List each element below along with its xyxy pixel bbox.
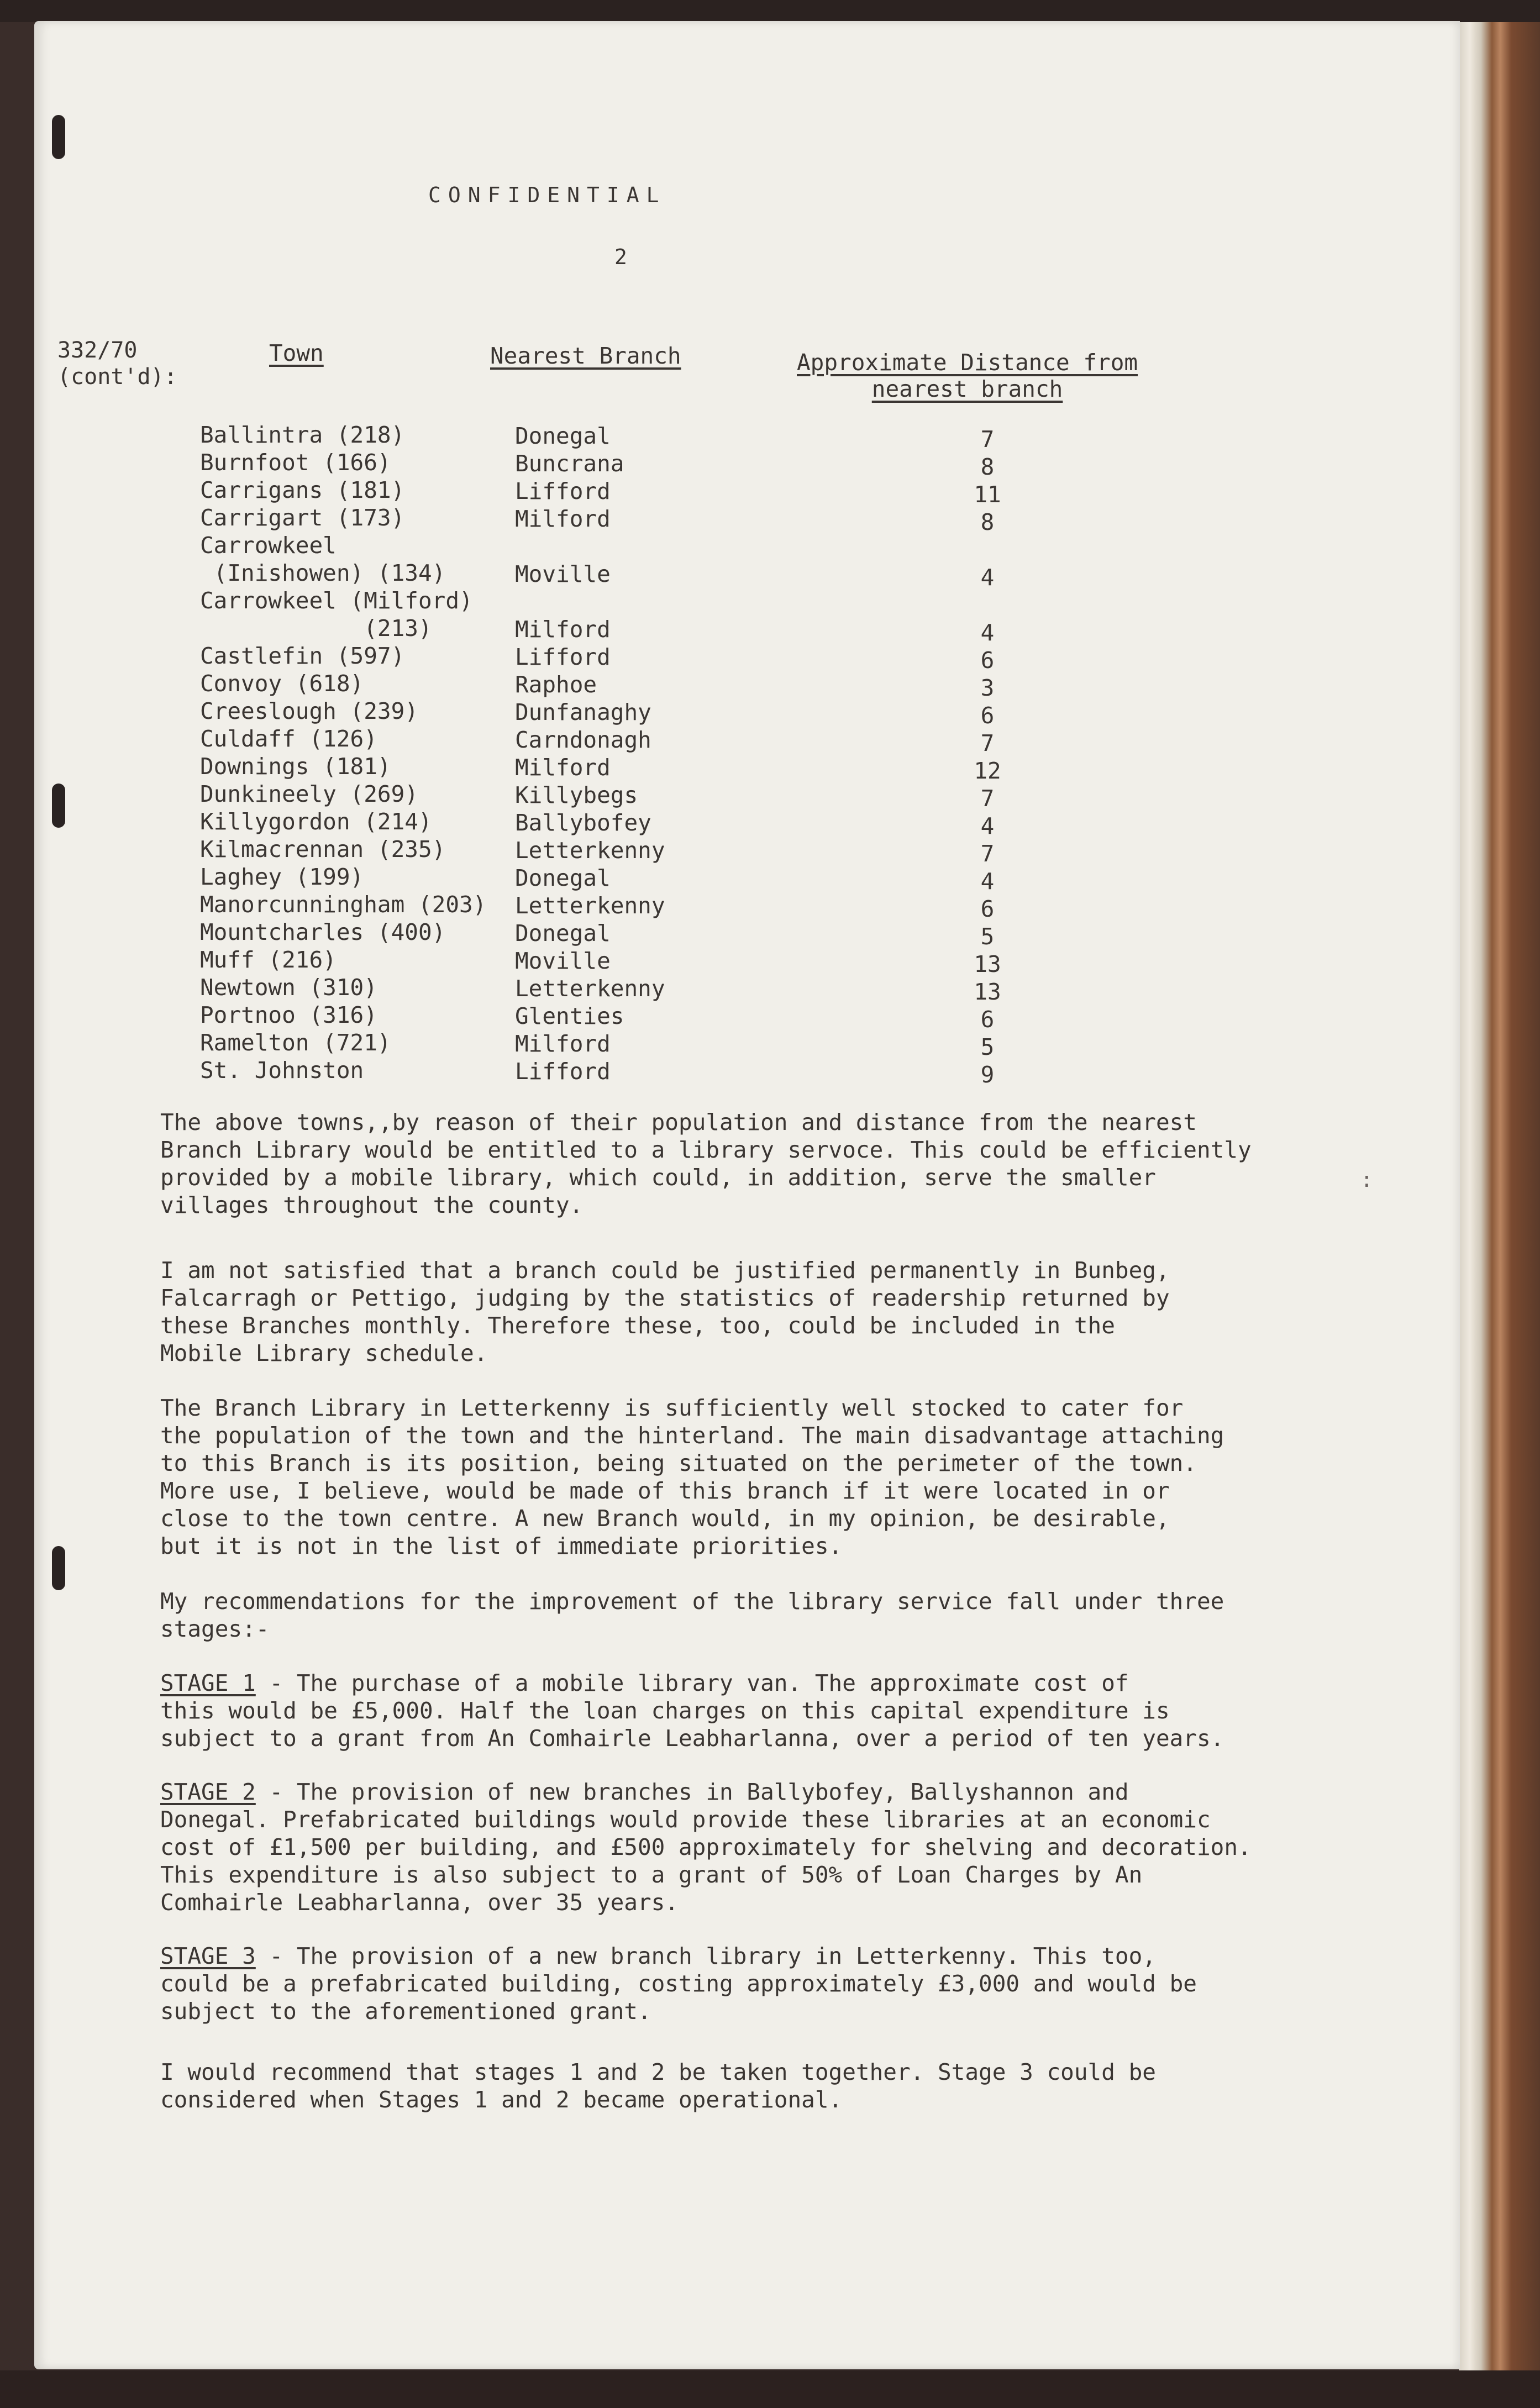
town-cell: Killygordon (214) <box>200 808 432 835</box>
scan-bottom-edge <box>0 2370 1540 2408</box>
scan-top-edge <box>0 0 1540 22</box>
paragraph-final-recommendation: I would recommend that stages 1 and 2 be taken together. Stage 3 could be considered when Stages 1 and 2 became operational. <box>160 2059 1156 2113</box>
stage-1-text: - The purchase of a mobile library van. The approximate cost of this would be £5,000. Half the loan charges on this capital expenditure is subject to a grant from An Comhairle Leabharlanna, over a period of ten years. <box>160 1670 1224 1752</box>
table-row <box>200 670 1029 701</box>
table-row <box>200 1056 1029 1088</box>
table-row <box>200 808 1029 839</box>
table-row <box>200 974 1029 1005</box>
distance-cell: 8 <box>980 454 995 480</box>
distance-cell: 7 <box>980 730 995 756</box>
table-row <box>200 697 1029 729</box>
town-cell: Burnfoot (166) <box>200 449 391 476</box>
branch-cell: Donegal <box>515 920 611 947</box>
branch-cell: Donegal <box>515 865 611 891</box>
town-cell: Manorcunningham (203) <box>200 891 487 918</box>
paragraph-letterkenny: The Branch Library in Letterkenny is sufficiently well stocked to cater for the population of the town and the hinterland. The main disadvantage attaching to this Branch is its position, being situated on the perimeter of the town. More use, I believe, would be made of this branch if it were located in or close to the town centre. A new Branch would, in my opinion, be desirable, but it is not in the list of immediate priorities. <box>160 1395 1224 1559</box>
distance-cell: 12 <box>974 758 1001 784</box>
town-cell: Laghey (199) <box>200 864 364 890</box>
table-row <box>200 559 1029 591</box>
distance-cell: 4 <box>980 619 995 646</box>
paragraph-stage-3 <box>160 1942 1348 2025</box>
town-cell: (213) <box>200 615 432 642</box>
binding-hole <box>52 784 65 828</box>
branch-cell: Buncrana <box>515 450 624 477</box>
town-cell: Carrowkeel (Milford) <box>200 587 473 614</box>
town-cell: Portnoo (316) <box>200 1002 377 1028</box>
table-row <box>200 587 1029 614</box>
distance-cell: 6 <box>980 896 995 922</box>
table-row <box>200 780 1029 812</box>
town-cell: St. Johnston <box>200 1057 364 1084</box>
distance-cell: 5 <box>980 923 995 950</box>
distance-cell: 6 <box>980 702 995 729</box>
town-cell: Creeslough (239) <box>200 698 418 724</box>
table-row <box>200 504 1029 535</box>
column-header-branch-label: Nearest Branch <box>490 343 681 369</box>
branch-cell: Letterkenny <box>515 975 665 1002</box>
branch-cell: Raphoe <box>515 671 597 698</box>
table-row <box>200 835 1029 867</box>
paragraph-stage-1 <box>160 1669 1348 1752</box>
file-ref-contd: (cont'd): <box>57 364 177 390</box>
branch-cell: Donegal <box>515 423 611 449</box>
column-header-branch <box>490 343 681 369</box>
table-row <box>200 1001 1029 1033</box>
distance-cell: 4 <box>980 868 995 895</box>
table-row <box>200 946 1029 977</box>
branch-cell: Dunfanaghy <box>515 699 651 725</box>
table-row <box>200 614 1029 646</box>
branch-cell: Lifford <box>515 478 611 504</box>
table-row <box>200 891 1029 922</box>
branch-cell: Milford <box>515 754 611 781</box>
table-row <box>200 642 1029 674</box>
town-cell: (Inishowen) (134) <box>200 560 446 586</box>
column-header-town <box>269 340 324 366</box>
town-cell: Ballintra (218) <box>200 422 405 448</box>
distance-cell: 7 <box>980 426 995 453</box>
book-spine-edge <box>1459 22 1540 2370</box>
distance-cell: 6 <box>980 647 995 674</box>
town-cell: Carrigart (173) <box>200 504 405 531</box>
distance-cell: 13 <box>974 979 1001 1005</box>
table-row <box>200 918 1029 950</box>
branch-cell: Moville <box>515 948 611 974</box>
branch-cell: Lifford <box>515 1058 611 1085</box>
town-cell: Downings (181) <box>200 753 391 780</box>
distance-cell: 7 <box>980 840 995 867</box>
branch-cell: Glenties <box>515 1003 624 1029</box>
town-cell: Muff (216) <box>200 947 337 973</box>
branch-cell: Milford <box>515 616 611 643</box>
margin-mark: : <box>1360 1168 1373 1192</box>
distance-cell: 3 <box>980 675 995 701</box>
branch-cell: Moville <box>515 561 611 587</box>
town-cell: Dunkineely (269) <box>200 781 418 807</box>
branch-cell: Letterkenny <box>515 892 665 919</box>
stage-2-text: - The provision of new branches in Ballybofey, Ballyshannon and Donegal. Prefabricated buildings would provide these libraries at an economic cost of £1,500 per building, and £500 approximately for shelving and decoration. This expenditure is also subject to a grant of 50% of Loan Charges by An Comhairle Leabharlanna, over 35 years. <box>160 1779 1252 1916</box>
distance-cell: 4 <box>980 813 995 839</box>
column-header-distance-line1: Approximate Distance from <box>797 349 1138 376</box>
table-row <box>200 863 1029 895</box>
page-number: 2 <box>614 245 627 269</box>
branch-cell: Carndonagh <box>515 727 651 753</box>
table-row <box>200 449 1029 480</box>
paragraph-mobile-library: The above towns,,by reason of their population and distance from the nearest Branch Library would be entitled to a library servoce. This could be efficiently provided by a mobile library, which could, in addition, serve the smaller villages throughout the county. <box>160 1109 1252 1218</box>
branch-cell: Killybegs <box>515 782 638 808</box>
table-row <box>200 725 1029 756</box>
distance-cell: 11 <box>974 481 1001 508</box>
confidential-heading: CONFIDENTIAL <box>428 183 666 207</box>
town-cell: Kilmacrennan (235) <box>200 836 446 863</box>
distance-cell: 9 <box>980 1061 995 1088</box>
distance-cell: 5 <box>980 1034 995 1060</box>
document-page <box>34 21 1460 2369</box>
column-header-distance-line2: nearest branch <box>871 376 1063 402</box>
stage-2-label: STAGE 2 <box>160 1779 256 1805</box>
paragraph-stage-2 <box>160 1778 1348 1916</box>
file-ref-number: 332/70 <box>57 338 138 363</box>
distance-cell: 6 <box>980 1006 995 1033</box>
town-cell: Ramelton (721) <box>200 1029 391 1056</box>
town-cell: Convoy (618) <box>200 670 364 697</box>
distance-cell: 7 <box>980 785 995 812</box>
town-cell: Mountcharles (400) <box>200 919 446 945</box>
table-row <box>200 753 1029 784</box>
column-header-distance <box>797 349 1138 402</box>
distance-cell: 4 <box>980 564 995 591</box>
distance-cell: 13 <box>974 951 1001 977</box>
file-reference <box>57 337 177 390</box>
branch-cell: Milford <box>515 506 611 532</box>
branch-cell: Lifford <box>515 644 611 670</box>
paragraph-branches: I am not satisfied that a branch could be justified permanently in Bunbeg, Falcarragh or Pettigo, judging by the statistics of readership returned by these Branches monthly. Therefore these, too, could be included in the Mobile Library schedule. <box>160 1257 1170 1366</box>
stage-3-label: STAGE 3 <box>160 1943 256 1969</box>
table-row <box>200 532 1029 559</box>
branch-cell: Letterkenny <box>515 837 665 864</box>
branch-cell: Milford <box>515 1031 611 1057</box>
town-cell: Culdaff (126) <box>200 725 377 752</box>
town-cell: Castlefin (597) <box>200 643 405 669</box>
town-cell: Carrigans (181) <box>200 477 405 503</box>
table-row <box>200 476 1029 508</box>
paragraph-recommendations: My recommendations for the improvement of the library service fall under three stages:- <box>160 1588 1224 1642</box>
towns-table <box>200 421 1029 1088</box>
distance-cell: 8 <box>980 509 995 535</box>
town-cell: Carrowkeel <box>200 532 337 559</box>
branch-cell: Ballybofey <box>515 809 651 836</box>
table-row <box>200 1029 1029 1060</box>
stage-1-label: STAGE 1 <box>160 1670 256 1696</box>
town-cell: Newtown (310) <box>200 974 377 1001</box>
column-header-town-label: Town <box>269 340 324 366</box>
binding-hole <box>52 115 65 159</box>
stage-3-text: - The provision of a new branch library in Letterkenny. This too, could be a prefabricated building, costing approximately £3,000 and would be subject to the aforementioned grant. <box>160 1943 1197 2025</box>
table-row <box>200 421 1029 453</box>
binding-hole <box>52 1546 65 1590</box>
